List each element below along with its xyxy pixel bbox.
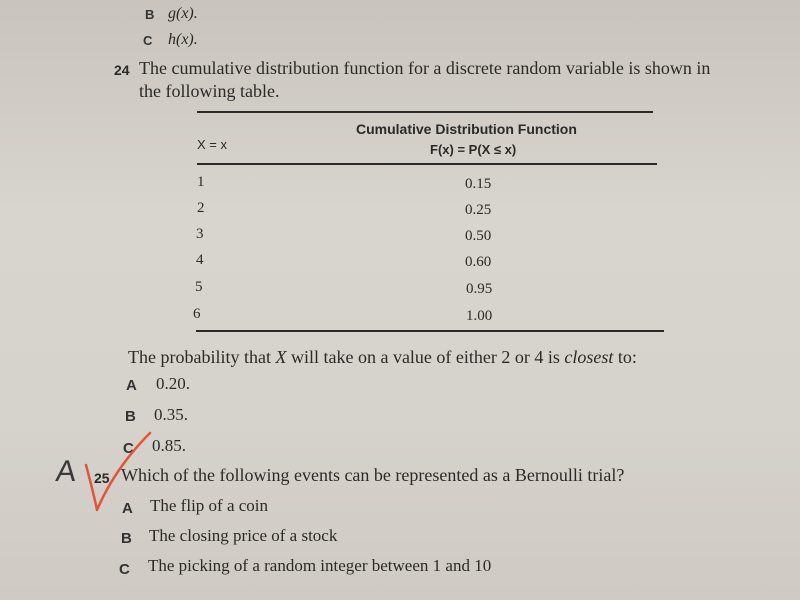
option-text-b: 0.35.	[154, 405, 188, 424]
option-letter-a: A	[122, 500, 133, 517]
handwritten-answer-letter: A	[54, 455, 78, 488]
table-col2-header-line1: Cumulative Distribution Function	[356, 121, 577, 137]
table-cell-f: 0.15	[465, 176, 492, 192]
question-24-prompt	[128, 347, 637, 368]
table-top-rule	[197, 111, 653, 113]
table-cell-f: 0.60	[465, 254, 492, 270]
option-letter-c: C	[123, 440, 134, 457]
option-text-b: The closing price of a stock	[149, 526, 338, 545]
table-col1-header: X = x	[197, 137, 227, 152]
table-header-rule	[197, 163, 657, 165]
option-text-b: g(x).	[168, 5, 198, 22]
prompt-part3: to:	[613, 347, 637, 367]
table-bottom-rule	[196, 330, 664, 332]
question-24-text-line1: The cumulative distribution function for a discrete random variable is shown in	[139, 58, 711, 78]
option-letter-c: C	[119, 561, 130, 578]
table-cell-f: 0.95	[466, 281, 493, 297]
option-text-c: The picking of a random integer between 1 and 10	[148, 556, 492, 575]
table-cell-x: 3	[196, 226, 204, 242]
table-cell-f: 0.50	[465, 228, 492, 244]
question-number-25: 25	[94, 470, 110, 486]
handwritten-check-icon	[80, 425, 160, 520]
table-cell-x: 1	[197, 174, 205, 190]
table-cell-x: 4	[196, 252, 204, 268]
prompt-variable: X	[275, 347, 287, 367]
option-letter-a: A	[126, 377, 137, 394]
question-number-24: 24	[114, 62, 130, 78]
option-letter-c: C	[143, 33, 153, 48]
question-25-text: Which of the following events can be represented as a Bernoulli trial?	[121, 465, 625, 485]
prompt-part1: The probability that	[128, 347, 276, 367]
prompt-emphasis: closest	[564, 347, 614, 367]
table-cell-f: 0.25	[465, 202, 492, 218]
prompt-part2: will take on a value of either 2 or 4 is	[286, 347, 565, 367]
option-text-a: The flip of a coin	[150, 496, 269, 515]
table-cell-x: 2	[197, 200, 205, 216]
option-letter-b: B	[125, 408, 136, 425]
option-letter-b: B	[121, 530, 132, 547]
table-cell-f: 1.00	[466, 308, 493, 324]
option-letter-b: B	[145, 7, 155, 22]
table-cell-x: 6	[193, 306, 201, 322]
option-text-c: 0.85.	[152, 436, 186, 455]
option-text-c: h(x).	[168, 31, 198, 48]
option-text-a: 0.20.	[156, 374, 190, 393]
table-cell-x: 5	[195, 279, 203, 295]
question-24-text-line2: the following table.	[139, 81, 280, 101]
table-col2-header-line2: F(x) = P(X ≤ x)	[430, 142, 517, 157]
